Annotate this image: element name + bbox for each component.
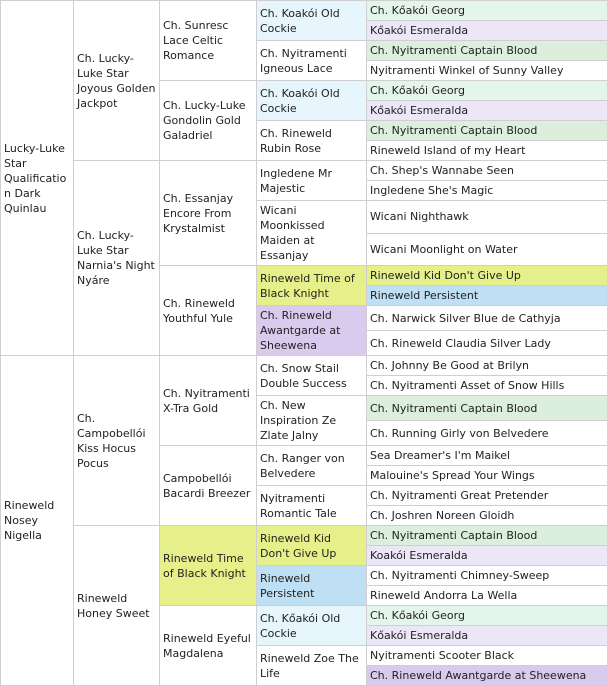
pedigree-gen5-cell: Rineweld Kid Don't Give Up (367, 266, 607, 286)
pedigree-gen5-cell: Wicani Nighthawk (367, 201, 607, 234)
pedigree-gen4-cell: Ch. Ranger von Belvedere (257, 446, 367, 486)
pedigree-gen4-cell: Rineweld Kid Don't Give Up (257, 526, 367, 566)
pedigree-gen5-cell: Ch. Nyitramenti Captain Blood (367, 396, 607, 421)
pedigree-gen5-cell: Kőakói Esmeralda (367, 21, 607, 41)
pedigree-gen4-cell: Ch. New Inspiration Ze Zlate Jalny (257, 396, 367, 446)
pedigree-gen5-cell: Ingledene She's Magic (367, 181, 607, 201)
pedigree-gen2-cell: Ch. Lucky-Luke Star Narnia's Night Nyáre (74, 161, 160, 356)
pedigree-gen3-cell: Ch. Sunresc Lace Celtic Romance (160, 1, 257, 81)
pedigree-gen5-cell: Ch. Joshren Noreen Gloidh (367, 506, 607, 526)
pedigree-gen5-cell: Malouine's Spread Your Wings (367, 466, 607, 486)
pedigree-gen4-cell: Rineweld Time of Black Knight (257, 266, 367, 306)
pedigree-gen2-cell: Rineweld Honey Sweet (74, 526, 160, 686)
pedigree-gen4-cell: Ingledene Mr Majestic (257, 161, 367, 201)
pedigree-gen5-cell: Ch. Rineweld Claudia Silver Lady (367, 331, 607, 356)
pedigree-gen3-cell: Ch. Essanjay Encore From Krystalmist (160, 161, 257, 266)
pedigree-gen4-cell: Wicani Moonkissed Maiden at Essanjay (257, 201, 367, 266)
pedigree-gen5-cell: Ch. Shep's Wannabe Seen (367, 161, 607, 181)
pedigree-gen3-cell: Rineweld Eyeful Magdalena (160, 606, 257, 686)
pedigree-gen5-cell: Rineweld Andorra La Wella (367, 586, 607, 606)
pedigree-gen2-cell: Ch. Lucky-Luke Star Joyous Golden Jackpot (74, 1, 160, 161)
pedigree-gen5-cell: Nyitramenti Winkel of Sunny Valley (367, 61, 607, 81)
pedigree-gen4-cell: Ch. Nyitramenti Igneous Lace (257, 41, 367, 81)
pedigree-gen5-cell: Ch. Nyitramenti Captain Blood (367, 526, 607, 546)
pedigree-gen2-cell: Ch. Campobellói Kiss Hocus Pocus (74, 356, 160, 526)
pedigree-gen5-cell: Wicani Moonlight on Water (367, 233, 607, 266)
pedigree-gen5-cell: Ch. Nyitramenti Asset of Snow Hills (367, 376, 607, 396)
pedigree-gen5-cell: Ch. Nyitramenti Chimney-Sweep (367, 566, 607, 586)
pedigree-gen4-cell: Ch. Rineweld Rubin Rose (257, 121, 367, 161)
pedigree-gen4-cell: Ch. Koakói Old Cockie (257, 1, 367, 41)
pedigree-gen4-cell: Ch. Snow Stail Double Success (257, 356, 367, 396)
pedigree-gen3-cell: Ch. Lucky-Luke Gondolin Gold Galadriel (160, 81, 257, 161)
pedigree-gen5-cell: Ch. Kőakói Georg (367, 81, 607, 101)
pedigree-gen3-cell: Ch. Nyitramenti X-Tra Gold (160, 356, 257, 446)
pedigree-gen3-cell: Ch. Rineweld Youthful Yule (160, 266, 257, 356)
pedigree-gen5-cell: Kőakói Esmeralda (367, 101, 607, 121)
pedigree-gen5-cell: Ch. Nyitramenti Great Pretender (367, 486, 607, 506)
pedigree-gen4-cell: Ch. Koakói Old Cockie (257, 81, 367, 121)
pedigree-gen3-cell: Rineweld Time of Black Knight (160, 526, 257, 606)
pedigree-gen5-cell: Koakói Esmeralda (367, 546, 607, 566)
pedigree-gen4-cell: Nyitramenti Romantic Tale (257, 486, 367, 526)
pedigree-gen5-cell: Ch. Nyitramenti Captain Blood (367, 121, 607, 141)
pedigree-gen5-cell: Ch. Nyitramenti Captain Blood (367, 41, 607, 61)
pedigree-gen3-cell: Campobellói Bacardi Breezer (160, 446, 257, 526)
pedigree-gen5-cell: Ch. Kőakói Georg (367, 606, 607, 626)
pedigree-gen5-cell: Ch. Narwick Silver Blue de Cathyja (367, 306, 607, 331)
pedigree-gen5-cell: Ch. Running Girly von Belvedere (367, 421, 607, 446)
pedigree-gen5-cell: Rineweld Island of my Heart (367, 141, 607, 161)
pedigree-gen4-cell: Rineweld Persistent (257, 566, 367, 606)
pedigree-gen1-cell: Lucky-Luke Star Qualification Dark Quinlau (1, 1, 74, 356)
pedigree-gen4-cell: Ch. Kőakói Old Cockie (257, 606, 367, 646)
pedigree-gen1-cell: Rineweld Nosey Nigella (1, 356, 74, 686)
pedigree-gen5-cell: Ch. Johnny Be Good at Brilyn (367, 356, 607, 376)
pedigree-gen4-cell: Rineweld Zoe The Life (257, 646, 367, 686)
pedigree-gen4-cell: Ch. Rineweld Awantgarde at Sheewena (257, 306, 367, 356)
pedigree-gen5-cell: Rineweld Persistent (367, 286, 607, 306)
pedigree-gen5-cell: Nyitramenti Scooter Black (367, 646, 607, 666)
pedigree-gen5-cell: Kőakói Esmeralda (367, 626, 607, 646)
pedigree-gen5-cell: Ch. Rineweld Awantgarde at Sheewena (367, 666, 607, 686)
pedigree-gen5-cell: Sea Dreamer's I'm Maikel (367, 446, 607, 466)
pedigree-gen5-cell: Ch. Kőakói Georg (367, 1, 607, 21)
